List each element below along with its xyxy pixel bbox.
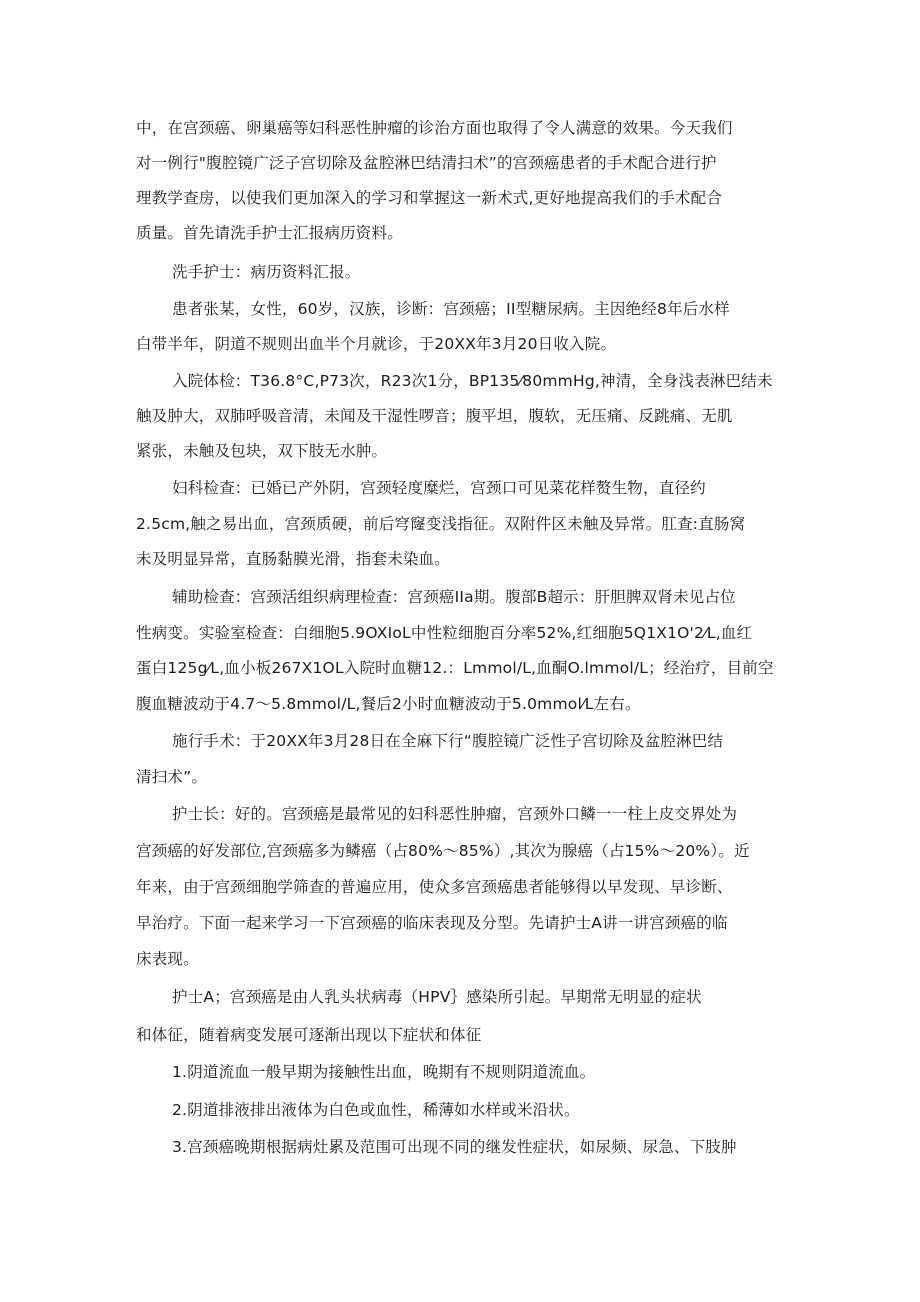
text-line: 清扫术”。	[136, 768, 208, 786]
text-line: 护士长：好的。宫颈癌是最常见的妇科恶性肿瘤，宫颈外口鳞一一柱上皮交界处为	[172, 805, 738, 823]
text-line: 床表现。	[136, 950, 199, 968]
text-line: 白带半年，阴道不规则出血半个月就诊，于20XX年3月20日收入院。	[136, 335, 617, 353]
text-line: 妇科检查：已婚已产外阴，宫颈轻度糜烂，宫颈口可见菜花样赘生物，直径约	[172, 479, 706, 497]
text-line: 质量。首先请洗手护士汇报病历资料。	[136, 224, 403, 242]
text-line: 3.宫颈癌晚期根据病灶累及范围可出现不同的继发性症状，如尿频、尿急、下肢肿	[172, 1138, 737, 1156]
text-line: 中，在宫颈癌、卵巢癌等妇科恶性肿瘤的诊治方面也取得了令人满意的效果。今天我们	[136, 119, 733, 137]
text-line: 未及明显异常，直肠黏膜光滑，指套未染血。	[136, 550, 451, 568]
text-line: 对一例行"腹腔镜广泛子宫切除及盆腔淋巴结清扫术”的宫颈癌患者的手术配合进行护	[136, 154, 717, 172]
text-line: 早治疗。下面一起来学习一下宫颈癌的临床表现及分型。先请护士A讲一讲宫颈癌的临	[136, 914, 728, 932]
text-line: 年来，由于宫颈细胞学筛查的普遍应用，使众多宫颈癌患者能够得以早发现、早诊断、	[136, 878, 733, 896]
text-line: 和体征，随着病变发展可逐渐出现以下症状和体征	[136, 1026, 482, 1044]
text-line: 入院体检：T36.8°C,P73次，R23次1分，BP135⁄80mmHg,神清，全身浅表淋巴结未	[172, 372, 773, 390]
text-line: 腹血糖波动于4.7～5.8mmol/L,餐后2小时血糖波动于5.0mmol⁄L左右。	[136, 695, 641, 713]
text-line: 触及肿大，双肺呼吸音清，未闻及干湿性啰音；腹平坦，腹软，无压痛、反跳痛、无肌	[136, 407, 733, 425]
text-line: 患者张某，女性，60岁，汉族，诊断：宫颈癌；II型糖尿病。主因绝经8年后水样	[172, 300, 730, 318]
text-line: 1.阴道流血一般早期为接触性出血，晚期有不规则阴道流血。	[172, 1063, 596, 1081]
text-line: 辅助检查：宫颈活组织病理检查：宫颈癌IIa期。腹部B超示：肝胆脾双肾未见占位	[172, 588, 736, 606]
text-line: 宫颈癌的好发部位,宫颈癌多为鳞癌（占80%～85%）,其次为腺癌（占15%～20%）。近	[136, 842, 750, 860]
text-line: 紧张，未触及包块，双下肢无水肿。	[136, 442, 388, 460]
text-line: 2.5cm,触之易出血，宫颈质硬，前后穹窿变浅指征。双附件区未触及异常。肛查:直肠窝	[136, 515, 746, 533]
text-line: 性病变。实验室检查：白细胞5.9OXIoL中性粒细胞百分率52%,红细胞5Q1X1O'2⁄L,血红	[136, 624, 753, 642]
text-line: 理教学查房，以使我们更加深入的学习和掌握这一新术式,更好地提高我们的手术配合	[136, 189, 723, 207]
text-line: 蛋白125g⁄L,血小板267X1OL入院时血糖12.：Lmmol/L,血酮O.lmmol/L；经治疗，目前空	[136, 659, 774, 677]
text-line: 洗手护士：病历资料汇报。	[172, 263, 361, 281]
text-line: 2.阴道排液排出液体为白色或血性，稀薄如水样或米沿状。	[172, 1101, 580, 1119]
text-line: 施行手术：于20XX年3月28日在全麻下行“腹腔镜广泛性子宫切除及盆腔淋巴结	[172, 732, 724, 750]
text-line: 护士A；宫颈癌是由人乳头状病毒（HPV｝感染所引起。早期常无明显的症状	[172, 988, 702, 1006]
